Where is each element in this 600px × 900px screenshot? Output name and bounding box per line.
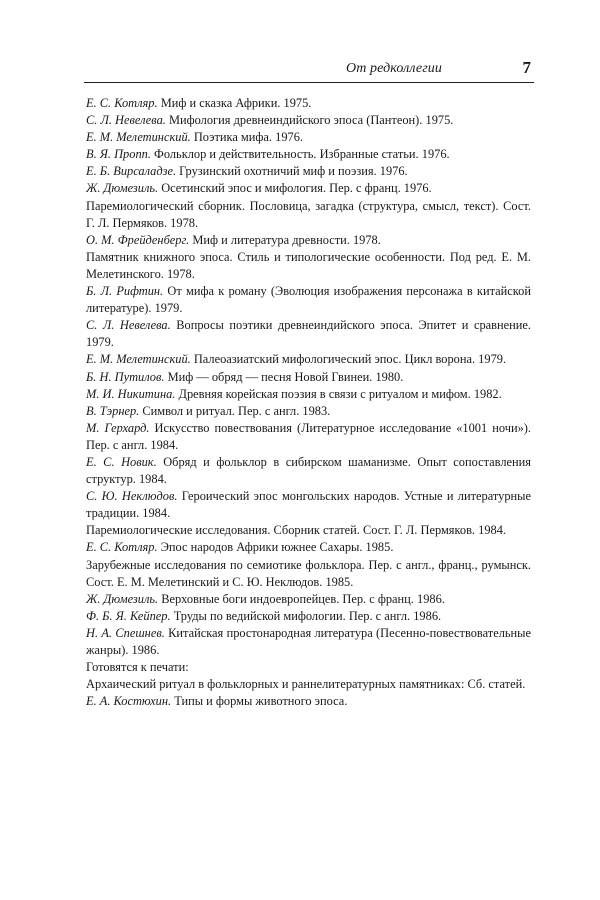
entry-author: Ж. Дюмезиль. — [86, 591, 159, 606]
entry-author: Е. С. Новик. — [86, 454, 157, 469]
entry-author: Б. Н. Путилов. — [86, 369, 165, 384]
entry-author: Б. Л. Рифтин. — [86, 284, 164, 299]
entry-author: М. И. Никитина. — [86, 386, 176, 401]
entry-author: Ф. Б. Я. Кейпер. — [86, 608, 171, 623]
bibliography-list — [86, 95, 531, 710]
entry-text: Зарубежные исследования по семиотике фольклора. Пер. с англ., франц., румынск. Сост. Е. М. Мелетинский и С. Ю. Неклюдов. 1985. — [86, 557, 531, 589]
bibliography-entry — [86, 659, 531, 676]
entry-text: Осетинский эпос и мифология. Пер. с франц. 1976. — [158, 181, 432, 196]
bibliography-entry — [86, 351, 531, 368]
bibliography-entry — [86, 369, 531, 386]
bibliography-entry — [86, 676, 531, 693]
bibliography-entry — [86, 146, 531, 163]
entry-text: Миф — обряд — песня Новой Гвинеи. 1980. — [164, 369, 404, 384]
entry-text: Труды по ведийской мифологии. Пер. с англ. 1986. — [170, 608, 442, 623]
bibliography-entry — [86, 232, 531, 249]
bibliography-entry — [86, 283, 531, 317]
entry-text: Поэтика мифа. 1976. — [190, 130, 304, 145]
bibliography-entry — [86, 693, 531, 710]
bibliography-entry — [86, 403, 531, 420]
entry-text: Героический эпос монгольских народов. Устные и литературные традиции. 1984. — [86, 489, 531, 521]
entry-author: С. Л. Невелева. — [86, 318, 171, 333]
entry-author: С. Ю. Неклюдов. — [86, 489, 178, 504]
bibliography-entry — [86, 249, 531, 283]
entry-text: Символ и ритуал. Пер. с англ. 1983. — [139, 403, 331, 418]
bibliography-entry — [86, 608, 531, 625]
entry-text: Китайская простонародная литература (Песенно-повествовательные жанры). 1986. — [86, 625, 531, 657]
entry-text: Памятник книжного эпоса. Стиль и типологические особенности. Под ред. Е. М. Мелетинского. 1978. — [86, 249, 531, 281]
entry-text: От мифа к роману (Эволюция изображения персонажа в китайской литературе). 1979. — [86, 284, 531, 316]
bibliography-entry — [86, 522, 531, 539]
entry-text: Палеоазиатский мифологический эпос. Цикл ворона. 1979. — [190, 352, 507, 367]
bibliography-entry — [86, 420, 531, 454]
entry-author: Е. А. Костюхин. — [86, 694, 172, 709]
entry-author: О. М. Фрейденберг. — [86, 232, 190, 247]
entry-author: Е. Б. Вирсаладзе. — [86, 164, 177, 179]
entry-text: Грузинский охотничий миф и поэзия. 1976. — [176, 164, 408, 179]
bibliography-entry — [86, 591, 531, 608]
bibliography-entry — [86, 129, 531, 146]
entry-author: В. Я. Пропп. — [86, 147, 151, 162]
entry-text: Типы и формы животного эпоса. — [171, 694, 348, 709]
bibliography-entry — [86, 386, 531, 403]
entry-text: Фольклор и действительность. Избранные статьи. 1976. — [150, 147, 450, 162]
bibliography-entry — [86, 454, 531, 488]
entry-author: Е. М. Мелетинский. — [86, 352, 191, 367]
entry-text: Архаический ритуал в фольклорных и раннелитературных памятниках: Сб. статей. — [86, 677, 526, 692]
entry-text: Эпос народов Африки южнее Сахары. 1985. — [157, 540, 394, 555]
bibliography-entry — [86, 95, 531, 112]
bibliography-entry — [86, 539, 531, 556]
entry-author: Е. М. Мелетинский. — [86, 130, 191, 145]
entry-text: Готовятся к печати: — [86, 660, 189, 675]
bibliography-entry — [86, 163, 531, 180]
entry-author: В. Тэрнер. — [86, 403, 140, 418]
entry-text: Мифология древнеиндийского эпоса (Пантеон). 1975. — [165, 113, 454, 128]
entry-author: Е. С. Котляр. — [86, 96, 158, 110]
entry-author: Н. А. Спешнев. — [86, 625, 165, 640]
bibliography-entry — [86, 488, 531, 522]
bibliography-entry — [86, 317, 531, 351]
bibliography-entry — [86, 625, 531, 659]
bibliography-entry — [86, 198, 531, 232]
entry-author: С. Л. Невелева. — [86, 113, 166, 128]
entry-text: Древняя корейская поэзия в связи с ритуалом и мифом. 1982. — [175, 386, 502, 401]
entry-text: Миф и сказка Африки. 1975. — [157, 96, 312, 110]
entry-author: М. Герхард. — [86, 420, 150, 435]
page-header — [84, 58, 534, 83]
entry-text: Верховные боги индоевропейцев. Пер. с франц. 1986. — [158, 591, 445, 606]
entry-text: Искусство повествования (Литературное исследование «1001 ночи»). Пер. с англ. 1984. — [86, 420, 531, 452]
running-head: От редколлегии — [346, 61, 442, 76]
entry-text: Вопросы поэтики древнеиндийского эпоса. Эпитет и сравнение. 1979. — [86, 318, 531, 350]
page-number: 7 — [522, 58, 531, 77]
entry-text: Паремиологические исследования. Сборник статей. Сост. Г. Л. Пермяков. 1984. — [86, 523, 507, 538]
entry-text: Обряд и фольклор в сибирском шаманизме. Опыт сопоставления структур. 1984. — [86, 454, 531, 487]
entry-author: Е. С. Котляр. — [86, 540, 158, 555]
entry-text: Миф и литература древности. 1978. — [189, 232, 381, 247]
entry-text: Паремиологический сборник. Пословица, загадка (структура, смысл, текст). Сост. Г. Л. Пермяков. 1978. — [86, 198, 531, 230]
bibliography-entry — [86, 557, 531, 591]
bibliography-entry — [86, 180, 531, 197]
entry-author: Ж. Дюмезиль. — [86, 181, 159, 196]
bibliography-entry — [86, 112, 531, 129]
